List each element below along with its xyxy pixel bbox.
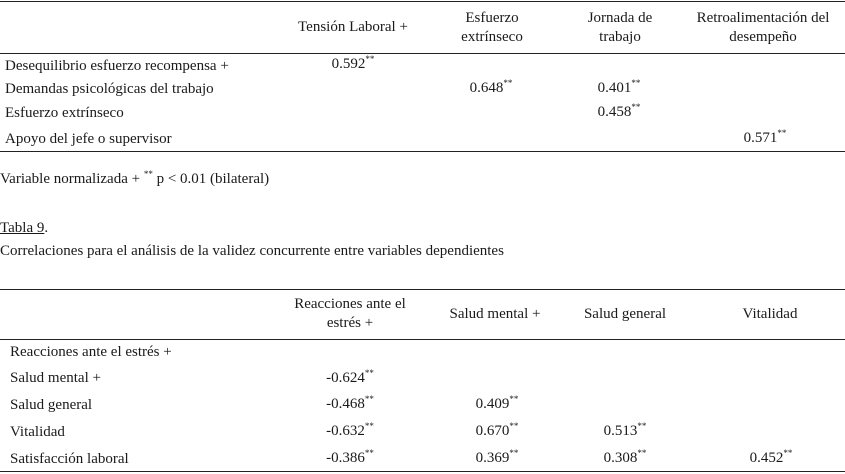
table8-bottom-rule <box>0 151 845 152</box>
table9-header-rule <box>0 339 845 340</box>
table9-top-rule <box>0 289 845 290</box>
table8-cell: 0.592** <box>331 54 375 72</box>
table9-cell: -0.468** <box>326 394 374 412</box>
table9-cell: -0.624** <box>326 368 374 386</box>
table9-title: Correlaciones para el análisis de la validez concurrente entre variables dependientes <box>0 243 504 259</box>
table8-cell: 0.458** <box>597 102 641 120</box>
table8-cell: 0.571** <box>743 128 787 146</box>
table9-cell: 0.409** <box>475 394 519 412</box>
table9-row-label: Salud general <box>10 397 93 413</box>
table9-cell: 0.452** <box>749 448 793 466</box>
table9-cell: 0.513** <box>603 421 647 439</box>
table8-cell: 0.401** <box>597 78 641 96</box>
table8-cell: 0.648** <box>469 78 513 96</box>
table9-row-label: Reacciones ante el estrés + <box>10 344 172 360</box>
table8-note: Variable normalizada + ** p < 0.01 (bilateral) <box>0 169 270 187</box>
table9-header-reacciones: Reacciones ante el estrés + <box>294 296 406 331</box>
table8-header-esfuerzo-extrinseco: Esfuerzo extrínseco <box>461 10 523 45</box>
table8-row-label: Esfuerzo extrínseco <box>5 105 124 121</box>
table8-header-jornada-trabajo: Jornada de trabajo <box>587 10 653 45</box>
table9-header-salud-mental: Salud mental + <box>449 306 541 322</box>
table8-header-rule <box>0 53 845 54</box>
table9-cell: 0.308** <box>603 448 647 466</box>
table9-row-label: Salud mental + <box>10 370 101 386</box>
table8-header-retroalimentacion: Retroalimentación del desempeño <box>696 10 830 45</box>
table9-label: Tabla 9. <box>0 220 49 236</box>
table9-cell: -0.386** <box>326 448 374 466</box>
table9-bottom-rule <box>0 471 845 472</box>
table9-row-label: Vitalidad <box>10 424 65 440</box>
table8-row-label: Demandas psicológicas del trabajo <box>5 81 214 97</box>
table9-cell: 0.670** <box>475 421 519 439</box>
table9-cell: 0.369** <box>475 448 519 466</box>
table9-row-label: Satisfacción laboral <box>10 451 129 467</box>
table8-header-tension-laboral: Tensión Laboral + <box>298 19 408 35</box>
table9-header-vitalidad: Vitalidad <box>742 306 798 322</box>
table9-cell: -0.632** <box>326 421 374 439</box>
table8-top-rule <box>0 1 845 2</box>
table8-row-label: Apoyo del jefe o supervisor <box>5 131 172 147</box>
table9-header-salud-general: Salud general <box>583 306 667 322</box>
table8-row-label: Desequilibrio esfuerzo recompensa + <box>5 58 229 74</box>
